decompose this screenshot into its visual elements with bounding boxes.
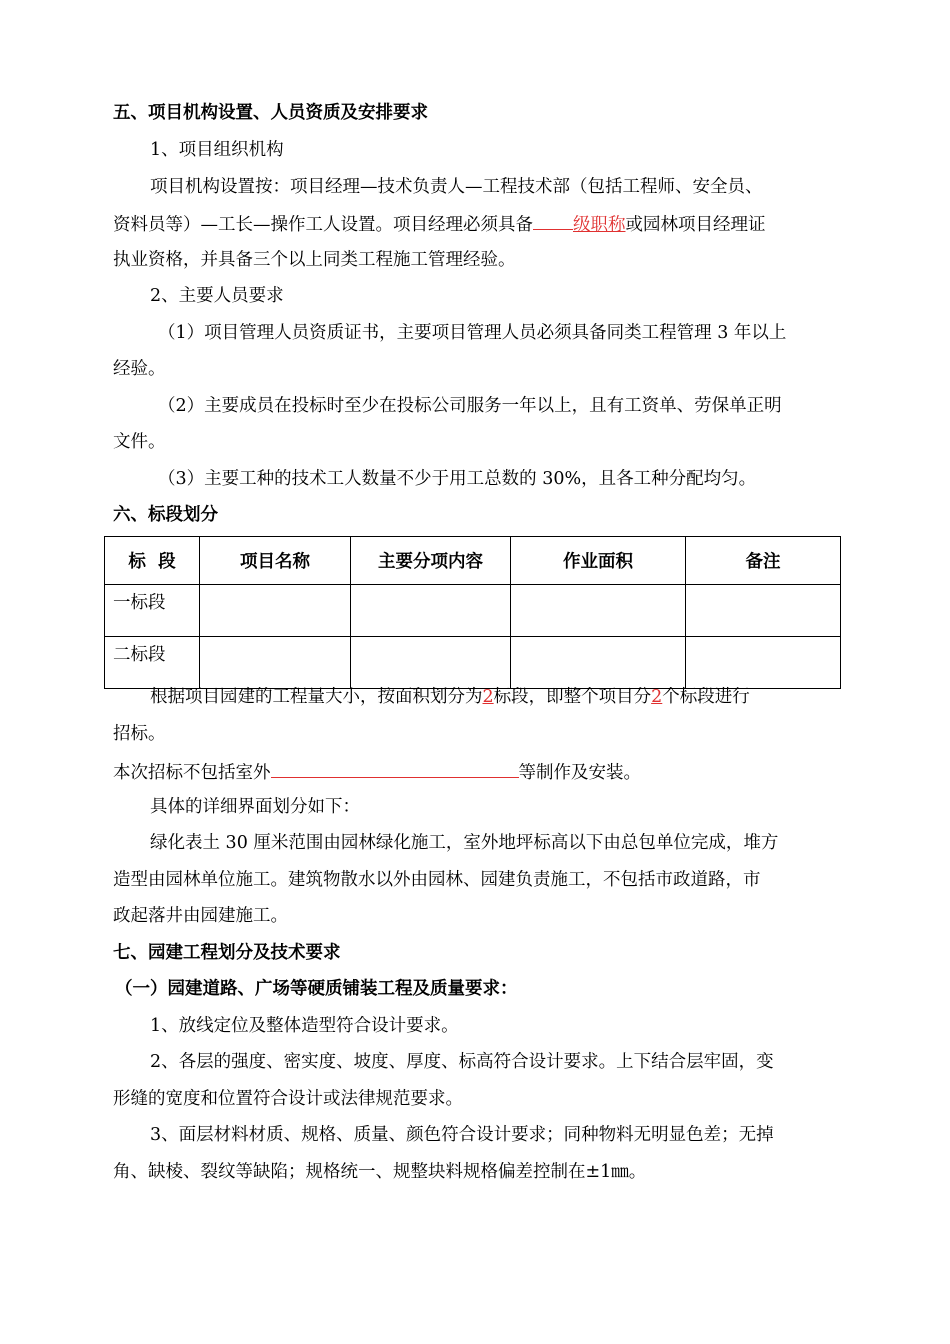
paragraph-line: 经验。 (113, 359, 166, 379)
table-cell (511, 585, 686, 637)
table-header-row (105, 537, 841, 585)
header-cell: 标 段 (105, 537, 200, 585)
subsection-heading: （一）园建道路、广场等硬质铺装工程及质量要求： (115, 979, 518, 999)
table-cell (351, 585, 511, 637)
table-cell (511, 637, 686, 689)
header-cell: 主要分项内容 (351, 537, 511, 585)
subheading-org-structure: 1、项目组织机构 (150, 140, 284, 160)
paragraph-line: 角、缺棱、裂纹等缺陷；规格统一、规整块料规格偏差控制在±1㎜。 (113, 1162, 647, 1182)
paragraph-line (113, 211, 766, 237)
paragraph-line: 招标。 (113, 724, 166, 744)
paragraph-line: 执业资格，并具备三个以上同类工程施工管理经验。 (113, 250, 516, 270)
paragraph-line: 造型由园林单位施工。建筑物散水以外由园林、园建负责施工，不包括市政道路，市 (113, 870, 761, 890)
paragraph-line: 绿化表土 30 厘米范围由园林绿化施工，室外地坪标高以下由总包单位完成，堆方 (150, 833, 779, 853)
paragraph-line: （1）项目管理人员资质证书，主要项目管理人员必须具备同类工程管理 3 年以上 (158, 323, 787, 343)
blank-underline (271, 759, 519, 778)
text-span: 或园林项目经理证 (625, 215, 766, 235)
paragraph-line: 形缝的宽度和位置符合设计或法律规范要求。 (113, 1089, 463, 1109)
header-cell: 项目名称 (200, 537, 351, 585)
table-cell (200, 585, 351, 637)
text-span: 等制作及安装。 (518, 763, 641, 783)
table-cell (351, 637, 511, 689)
red-underlined-text: 级职称 (573, 215, 626, 235)
text-span: 根据项目园建的工程量大小，按面积划分为 (150, 687, 483, 707)
paragraph-line: 项目机构设置按：项目经理—技术负责人—工程技术部（包括工程师、安全员、 (150, 177, 763, 197)
text-span: 资料员等）—工长—操作工人设置。项目经理必须具备 (113, 215, 533, 235)
section-6-heading: 六、标段划分 (113, 505, 218, 525)
table-cell (686, 637, 841, 689)
text-span: 个标段进行 (662, 687, 750, 707)
table-cell: 二标段 (105, 637, 200, 689)
paragraph-line: 3、面层材料材质、规格、质量、颜色符合设计要求；同种物料无明显色差；无掉 (150, 1125, 774, 1145)
table-cell (200, 637, 351, 689)
subheading-staff-requirements: 2、主要人员要求 (150, 286, 284, 306)
bid-section-table (104, 536, 841, 689)
paragraph-line: 2、各层的强度、密实度、坡度、厚度、标高符合设计要求。上下结合层牢固，变 (150, 1052, 774, 1072)
paragraph-line (113, 759, 641, 785)
paragraph-line: 政起落井由园建施工。 (113, 906, 288, 926)
header-cell: 备注 (686, 537, 841, 585)
section-5-heading: 五、项目机构设置、人员资质及安排要求 (113, 103, 428, 123)
text-span: 标段，即整个项目分 (493, 687, 652, 707)
paragraph-line (150, 685, 750, 709)
table-cell: 一标段 (105, 585, 200, 637)
paragraph-line: 文件。 (113, 432, 166, 452)
paragraph-line: （3）主要工种的技术工人数量不少于用工总数的 30%，且各工种分配均匀。 (158, 469, 757, 489)
red-number: 2 (651, 687, 663, 707)
blank-underline (533, 211, 573, 230)
table-row (105, 585, 841, 637)
text-span: 本次招标不包括室外 (113, 763, 271, 783)
section-7-heading: 七、园建工程划分及技术要求 (113, 943, 341, 963)
paragraph-line: （2）主要成员在投标时至少在投标公司服务一年以上，且有工资单、劳保单正明 (158, 396, 782, 416)
paragraph-line: 1、放线定位及整体造型符合设计要求。 (150, 1016, 459, 1036)
table-row (105, 637, 841, 689)
header-cell: 作业面积 (511, 537, 686, 585)
table-cell (686, 585, 841, 637)
red-number: 2 (482, 687, 494, 707)
paragraph-line: 具体的详细界面划分如下： (150, 797, 360, 817)
